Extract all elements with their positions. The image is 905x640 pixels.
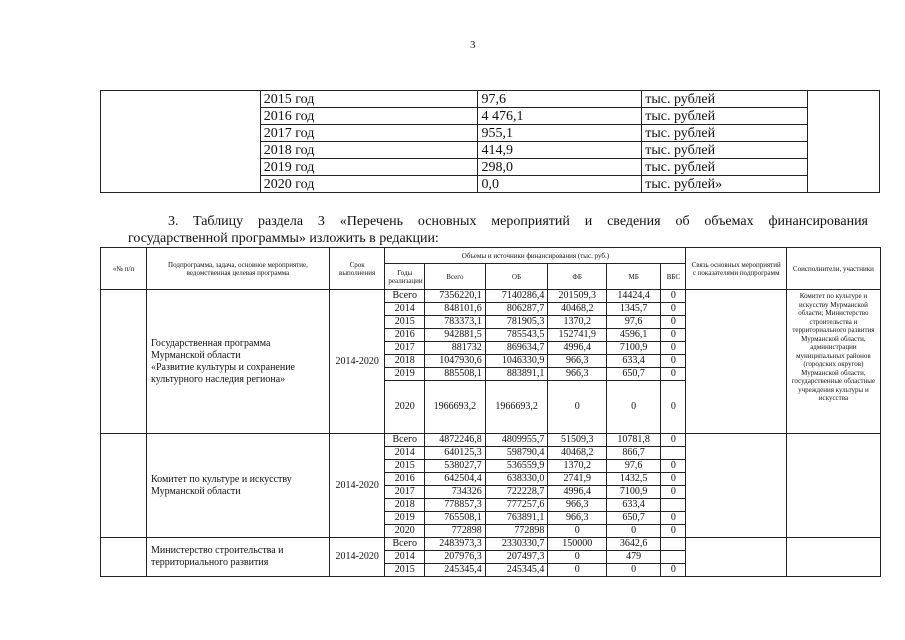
- total-cell: 207976,3: [425, 551, 486, 564]
- year-cell: Всего: [385, 434, 425, 447]
- mb-cell: 866,7: [606, 447, 660, 460]
- ob-cell: 763891,1: [485, 512, 548, 525]
- total-cell: 778857,3: [425, 499, 486, 512]
- fb-cell: 152741,9: [548, 329, 607, 342]
- program-name-cell: [147, 290, 330, 434]
- year-cell: 2015: [385, 316, 425, 329]
- mb-cell: 3642,6: [606, 538, 660, 551]
- mb-cell: 650,7: [606, 512, 660, 525]
- top-unit-cell: тыс. рублей: [642, 91, 808, 108]
- coexec-cell: [786, 538, 880, 577]
- fb-cell: 966,3: [548, 368, 607, 381]
- num-cell: [101, 290, 147, 434]
- paragraph-text-1: Таблицу раздела 3 «Перечень основных мероприятий и сведения об объемах финансирования: [193, 214, 868, 229]
- total-cell: 1047930,6: [425, 355, 486, 368]
- ob-cell: 785543,5: [485, 329, 548, 342]
- top-value-cell: 414,9: [478, 142, 642, 159]
- total-cell: 1966693,2: [425, 381, 486, 434]
- ob-cell: 2330330,7: [485, 538, 548, 551]
- vbs-cell: 0: [661, 460, 686, 473]
- header-fb: ФБ: [548, 264, 607, 290]
- ob-cell: 1046330,9: [485, 355, 548, 368]
- year-cell: 2019: [385, 512, 425, 525]
- mb-cell: 0: [606, 525, 660, 538]
- program-name-cell: [147, 434, 330, 538]
- total-cell: 848101,6: [425, 303, 486, 316]
- mb-cell: 0: [606, 564, 660, 577]
- vbs-cell: 0: [661, 473, 686, 486]
- mb-cell: 10781,8: [606, 434, 660, 447]
- program-name-line: культурного наследия региона»: [151, 373, 286, 385]
- link-cell: [686, 538, 786, 577]
- ob-cell: 869634,7: [485, 342, 548, 355]
- top-year-cell: 2017 год: [260, 125, 478, 142]
- vbs-cell: 0: [661, 303, 686, 316]
- header-ob: ОБ: [485, 264, 548, 290]
- ob-cell: 4809955,7: [485, 434, 548, 447]
- paragraph-line-2: государственной программы» изложить в редакции:: [128, 231, 439, 246]
- paragraph-line-1: [128, 213, 868, 230]
- main-table: [100, 247, 881, 577]
- ob-cell: 722228,7: [485, 486, 548, 499]
- fb-cell: 40468,2: [548, 303, 607, 316]
- period-cell: 2014-2020: [329, 290, 384, 434]
- year-cell: 2019: [385, 368, 425, 381]
- mb-cell: 1345,7: [606, 303, 660, 316]
- fb-cell: 0: [548, 551, 607, 564]
- mb-cell: 633,4: [606, 499, 660, 512]
- num-cell: [101, 538, 147, 577]
- year-cell: 2016: [385, 329, 425, 342]
- fb-cell: 966,3: [548, 355, 607, 368]
- total-cell: 765508,1: [425, 512, 486, 525]
- top-year-cell: 2019 год: [260, 159, 478, 176]
- mb-cell: 1432,5: [606, 473, 660, 486]
- mb-cell: 7100,9: [606, 486, 660, 499]
- total-cell: 942881,5: [425, 329, 486, 342]
- top-unit-cell: тыс. рублей: [642, 125, 808, 142]
- num-cell: [101, 434, 147, 538]
- year-cell: 2018: [385, 355, 425, 368]
- ob-cell: 883891,1: [485, 368, 548, 381]
- top-value-cell: 97,6: [478, 91, 642, 108]
- ob-cell: 638330,0: [485, 473, 548, 486]
- vbs-cell: 0: [661, 512, 686, 525]
- program-name-line: Мурманской области: [151, 485, 241, 497]
- fb-cell: 51509,3: [548, 434, 607, 447]
- program-name-line: Государственная программа: [151, 337, 271, 349]
- top-year-cell: 2020 год: [260, 176, 478, 193]
- top-year-cell: 2015 год: [260, 91, 478, 108]
- fb-cell: 1370,2: [548, 460, 607, 473]
- year-cell: Всего: [385, 290, 425, 303]
- total-cell: 772898: [425, 525, 486, 538]
- vbs-cell: [661, 499, 686, 512]
- top-unit-cell: тыс. рублей»: [642, 176, 808, 193]
- vbs-cell: 0: [661, 486, 686, 499]
- year-cell: 2015: [385, 564, 425, 577]
- fb-cell: 201509,3: [548, 290, 607, 303]
- mb-cell: 97,6: [606, 460, 660, 473]
- total-cell: 7356220,1: [425, 290, 486, 303]
- header-vbs: ВБС: [661, 264, 686, 290]
- top-funding-table: [100, 90, 880, 193]
- program-name-line: «Развитие культуры и сохранение: [151, 361, 295, 373]
- year-cell: 2014: [385, 303, 425, 316]
- vbs-cell: 0: [661, 368, 686, 381]
- table-row: [101, 290, 881, 303]
- ob-cell: 1966693,2: [485, 381, 548, 434]
- vbs-cell: [661, 538, 686, 551]
- mb-cell: 633,4: [606, 355, 660, 368]
- mb-cell: 0: [606, 381, 660, 434]
- fb-cell: 966,3: [548, 512, 607, 525]
- coexec-cell: Комитет по культуре и искусству Мурманской области; Министерство строительства и территориального развития Мурманской области, администрации муниципальных районов (городских округов) Мурманской области, государственные областные учреждения культуры и искусства: [786, 290, 880, 434]
- paragraph: [128, 213, 868, 247]
- program-name-line: Министерство строительства и: [151, 545, 284, 556]
- total-cell: 245345,4: [425, 564, 486, 577]
- period-cell: 2014-2020: [329, 434, 384, 538]
- top-unit-cell: тыс. рублей: [642, 142, 808, 159]
- program-name-line: Мурманской области: [151, 349, 241, 361]
- header-years: Годы реализации: [385, 264, 425, 290]
- fb-cell: 0: [548, 381, 607, 434]
- header-funding: Объемы и источники финансирования (тыс. руб.): [385, 248, 686, 264]
- total-cell: 885508,1: [425, 368, 486, 381]
- fb-cell: 0: [548, 525, 607, 538]
- link-cell: [686, 434, 786, 538]
- ob-cell: 245345,4: [485, 564, 548, 577]
- vbs-cell: 0: [661, 316, 686, 329]
- mb-cell: 479: [606, 551, 660, 564]
- year-cell: 2020: [385, 381, 425, 434]
- ob-cell: 806287,7: [485, 303, 548, 316]
- program-name-cell: [147, 538, 330, 577]
- vbs-cell: 0: [661, 355, 686, 368]
- period-cell: 2014-2020: [329, 538, 384, 577]
- total-cell: 538027,7: [425, 460, 486, 473]
- ob-cell: 777257,6: [485, 499, 548, 512]
- top-value-cell: 0,0: [478, 176, 642, 193]
- fb-cell: 40468,2: [548, 447, 607, 460]
- header-total: Всего: [425, 264, 486, 290]
- program-name-line: Комитет по культуре и искусству: [151, 473, 292, 485]
- top-table-row: [101, 91, 880, 108]
- total-cell: 783373,1: [425, 316, 486, 329]
- fb-cell: 2741,9: [548, 473, 607, 486]
- paragraph-number: 3.: [168, 214, 179, 229]
- page-number: 3: [470, 39, 476, 51]
- vbs-cell: 0: [661, 329, 686, 342]
- top-unit-cell: тыс. рублей: [642, 159, 808, 176]
- year-cell: 2014: [385, 551, 425, 564]
- total-cell: 4872246,8: [425, 434, 486, 447]
- total-cell: 2483973,3: [425, 538, 486, 551]
- table-row: [101, 538, 881, 551]
- year-cell: 2020: [385, 525, 425, 538]
- vbs-cell: 0: [661, 564, 686, 577]
- total-cell: 734326: [425, 486, 486, 499]
- fb-cell: 966,3: [548, 499, 607, 512]
- mb-cell: 7100,9: [606, 342, 660, 355]
- ob-cell: 207497,3: [485, 551, 548, 564]
- fb-cell: 4996,4: [548, 486, 607, 499]
- mb-cell: 14424,4: [606, 290, 660, 303]
- total-cell: 642504,4: [425, 473, 486, 486]
- fb-cell: 150000: [548, 538, 607, 551]
- top-value-cell: 955,1: [478, 125, 642, 142]
- ob-cell: 781905,3: [485, 316, 548, 329]
- coexec-cell: [786, 434, 880, 538]
- mb-cell: 97,6: [606, 316, 660, 329]
- fb-cell: 4996,4: [548, 342, 607, 355]
- ob-cell: 7140286,4: [485, 290, 548, 303]
- total-cell: 881732: [425, 342, 486, 355]
- vbs-cell: 0: [661, 434, 686, 447]
- ob-cell: 772898: [485, 525, 548, 538]
- mb-cell: 4596,1: [606, 329, 660, 342]
- top-table-blank-cell: [101, 91, 261, 193]
- vbs-cell: [661, 447, 686, 460]
- mb-cell: 650,7: [606, 368, 660, 381]
- vbs-cell: 0: [661, 290, 686, 303]
- vbs-cell: [661, 551, 686, 564]
- vbs-cell: 0: [661, 342, 686, 355]
- year-cell: 2018: [385, 499, 425, 512]
- header-coexec: Соисполнители, участники: [786, 248, 880, 290]
- header-num: «№ п/п: [101, 248, 147, 290]
- top-table-blank-cell: [808, 91, 880, 193]
- year-cell: 2017: [385, 342, 425, 355]
- header-link: Связь основных мероприятий с показателями подпрограмм: [686, 248, 786, 290]
- header-period: Срок выполнения: [329, 248, 384, 290]
- ob-cell: 598790,4: [485, 447, 548, 460]
- year-cell: Всего: [385, 538, 425, 551]
- top-unit-cell: тыс. рублей: [642, 108, 808, 125]
- link-cell: [686, 290, 786, 434]
- table-row: [101, 434, 881, 447]
- year-cell: 2016: [385, 473, 425, 486]
- top-value-cell: 4 476,1: [478, 108, 642, 125]
- vbs-cell: 0: [661, 381, 686, 434]
- top-year-cell: 2018 год: [260, 142, 478, 159]
- top-value-cell: 298,0: [478, 159, 642, 176]
- header-mb: МБ: [606, 264, 660, 290]
- vbs-cell: 0: [661, 525, 686, 538]
- program-name-line: территориального развития: [151, 557, 269, 568]
- total-cell: 640125,3: [425, 447, 486, 460]
- fb-cell: 1370,2: [548, 316, 607, 329]
- fb-cell: 0: [548, 564, 607, 577]
- ob-cell: 536559,9: [485, 460, 548, 473]
- year-cell: 2017: [385, 486, 425, 499]
- top-year-cell: 2016 год: [260, 108, 478, 125]
- year-cell: 2015: [385, 460, 425, 473]
- header-program: Подпрограмма, задача, основное мероприятие, ведомственная целевая программа: [147, 248, 330, 290]
- year-cell: 2014: [385, 447, 425, 460]
